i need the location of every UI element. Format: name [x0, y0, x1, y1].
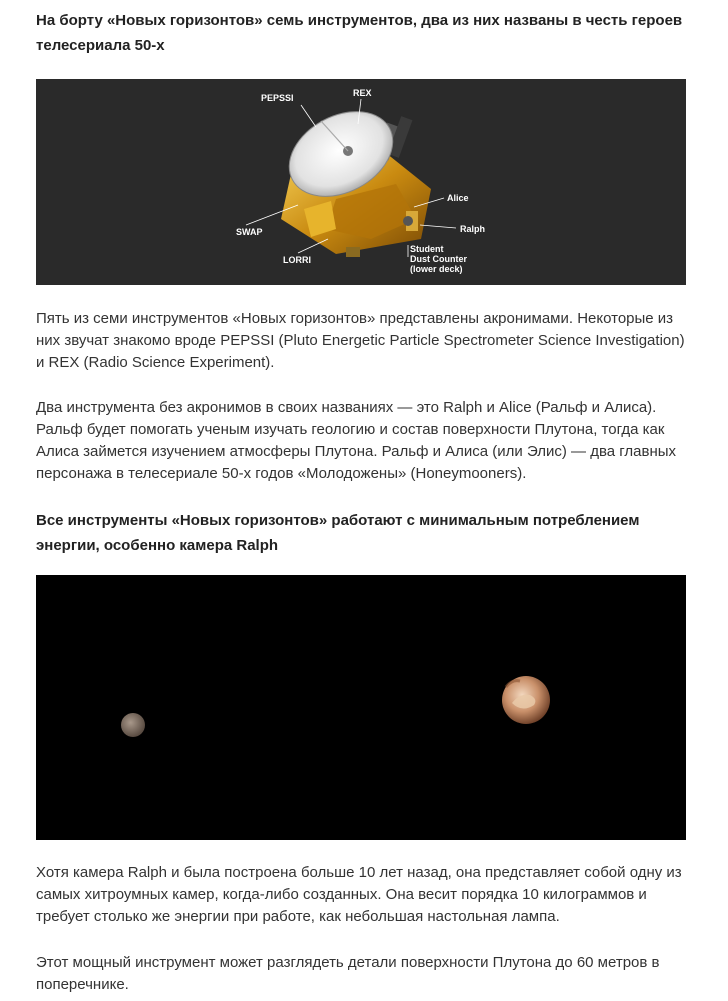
- paragraph-ralph-camera: Хотя камера Ralph и была построена больше 10 лет назад, она представляет собой одну из самых хитроумных камер, когда-либо созданных. Она весит порядка 10 килограммов и требует столько же энергии при работе, как небольшая настольная лампа.: [36, 864, 682, 925]
- label-ralph: Ralph: [460, 224, 486, 234]
- pluto-charon-image: [36, 575, 686, 840]
- paragraph-resolution: Этот мощный инструмент может разглядеть детали поверхности Плутона до 60 метров в поперечнике.: [36, 954, 660, 993]
- label-sdc-3: (lower deck): [410, 264, 463, 274]
- paragraph-ralph-alice: Два инструмента без акронимов в своих названиях — это Ralph и Alice (Ральф и Алиса). Ральф будет помогать ученым изучать геологию и состав поверхности Плутона, тогда как Алиса займется изучением атмосферы Плутона. Ральф и Алиса (или Элис) — два главных персонажа в телесериале 50-х годов «Молодожены» (Honeymooners).: [36, 399, 677, 482]
- label-pepssi: PEPSSI: [261, 93, 294, 103]
- label-alice: Alice: [447, 193, 469, 203]
- charon: [121, 713, 145, 737]
- label-sdc-1: Student: [410, 244, 444, 254]
- label-rex: REX: [353, 88, 372, 98]
- section-heading-energy: Все инструменты «Новых горизонтов» работают с минимальным потреблением энергии, особенно камера Ralph: [36, 512, 640, 554]
- label-swap: SWAP: [236, 227, 263, 237]
- paragraph-acronyms: Пять из семи инструментов «Новых горизонтов» представлены акронимами. Некоторые из них звучат знакомо вроде PEPSSI (Pluto Energetic Particle Spectrometer Science Investigation) и REX (Radio Science Experiment).: [36, 310, 685, 371]
- spacecraft-instruments-image: [36, 79, 686, 285]
- section-heading-instruments: На борту «Новых горизонтов» семь инструментов, два из них названы в честь героев телесериала 50-х: [36, 12, 683, 54]
- label-lorri: LORRI: [283, 255, 311, 265]
- label-sdc-2: Dust Counter: [410, 254, 467, 264]
- spacecraft-illustration: [275, 95, 431, 257]
- pluto: [502, 676, 550, 724]
